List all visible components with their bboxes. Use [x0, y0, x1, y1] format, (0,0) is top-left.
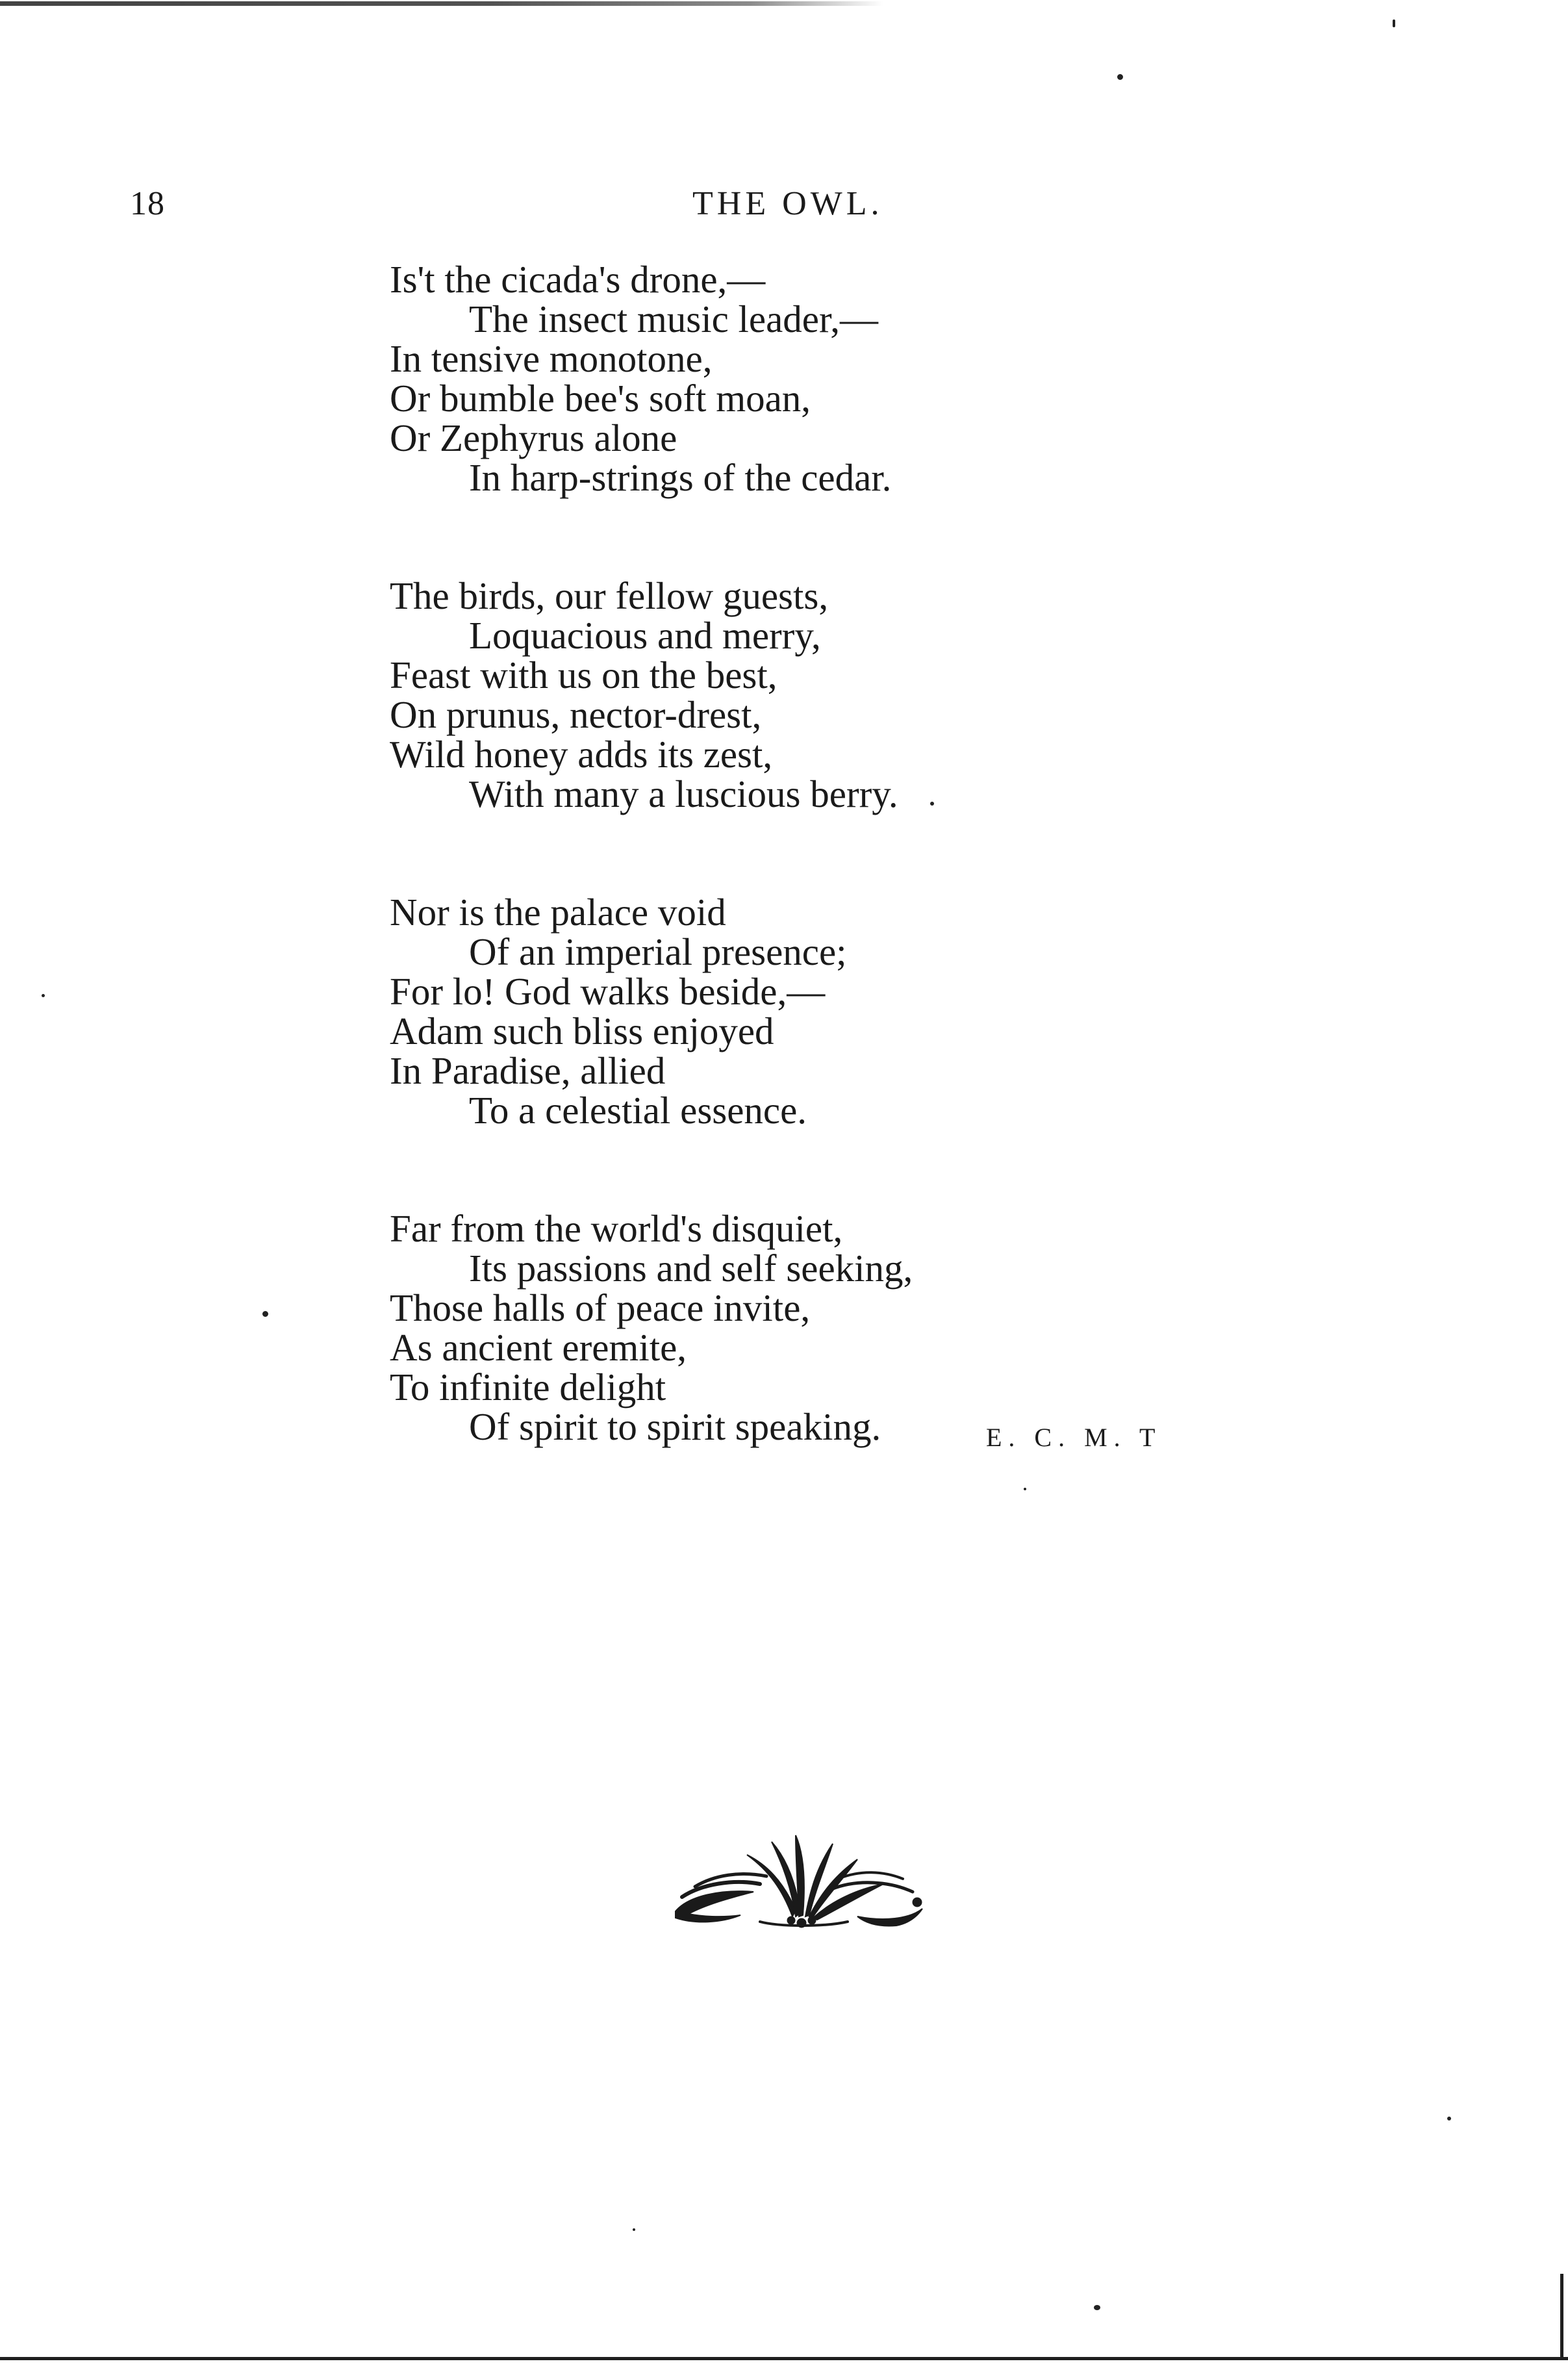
- poem-body: [390, 260, 1429, 1525]
- poem-line: To infinite delight: [390, 1366, 666, 1408]
- scan-speck: [1094, 2305, 1100, 2310]
- scan-speck: [1393, 19, 1395, 27]
- scan-speck: [262, 1311, 268, 1317]
- poem-line: Wild honey adds its zest,: [390, 733, 773, 776]
- poem-line: For lo! God walks beside,—: [390, 970, 826, 1013]
- running-title: THE OWL.: [692, 185, 883, 222]
- poem-line: On prunus, nector-drest,: [390, 693, 762, 736]
- poem-line-indented: In harp-strings of the cedar.: [469, 456, 892, 499]
- poem-line: Far from the world's disquiet,: [390, 1207, 843, 1250]
- poem-line: Is't the cicada's drone,—: [390, 258, 766, 301]
- poem-line-indented: To a celestial essence.: [469, 1089, 807, 1132]
- fan-tailpiece-ornament-icon: [663, 1819, 935, 1929]
- poem-line: Or bumble bee's soft moan,: [390, 377, 811, 420]
- poem-line: Adam such bliss enjoyed: [390, 1010, 774, 1052]
- author-signature: E. C. M. T: [986, 1423, 1162, 1452]
- bottom-edge-rule: [0, 2357, 1568, 2360]
- poem-line: Or Zephyrus alone: [390, 416, 677, 459]
- scan-speck: [1447, 2117, 1451, 2120]
- scan-speck: [633, 2228, 635, 2231]
- scan-speck: [1117, 74, 1123, 80]
- poem-line: As ancient eremite,: [390, 1326, 687, 1369]
- top-edge-rule: [0, 1, 883, 6]
- poem-line: The birds, our fellow guests,: [390, 574, 829, 617]
- poem-line-indented: The insect music leader,—: [469, 298, 879, 340]
- right-edge-rule: [1560, 2274, 1563, 2360]
- poem-line-indented: Of an imperial presence;: [469, 930, 847, 973]
- poem-line: Nor is the palace void: [390, 891, 726, 934]
- poem-line-indented: Loquacious and merry,: [469, 614, 821, 657]
- poem-line-indented: Its passions and self seeking,: [469, 1247, 913, 1290]
- scan-speck: [42, 994, 45, 997]
- scan-speck: [1024, 1488, 1026, 1490]
- page-number: 18: [130, 185, 165, 222]
- stanza: [390, 1209, 1429, 1447]
- poem-line: Those halls of peace invite,: [390, 1286, 811, 1329]
- poem-line: In tensive monotone,: [390, 337, 713, 380]
- poem-line: In Paradise, allied: [390, 1049, 666, 1092]
- stanza: [390, 260, 1429, 498]
- stanza: [390, 893, 1429, 1130]
- stanza: [390, 576, 1429, 814]
- poem-line: Feast with us on the best,: [390, 654, 778, 696]
- scan-speck: [930, 802, 934, 806]
- poem-line-indented: Of spirit to spirit speaking.: [469, 1405, 881, 1448]
- poem-line-indented: With many a luscious berry.: [469, 772, 898, 815]
